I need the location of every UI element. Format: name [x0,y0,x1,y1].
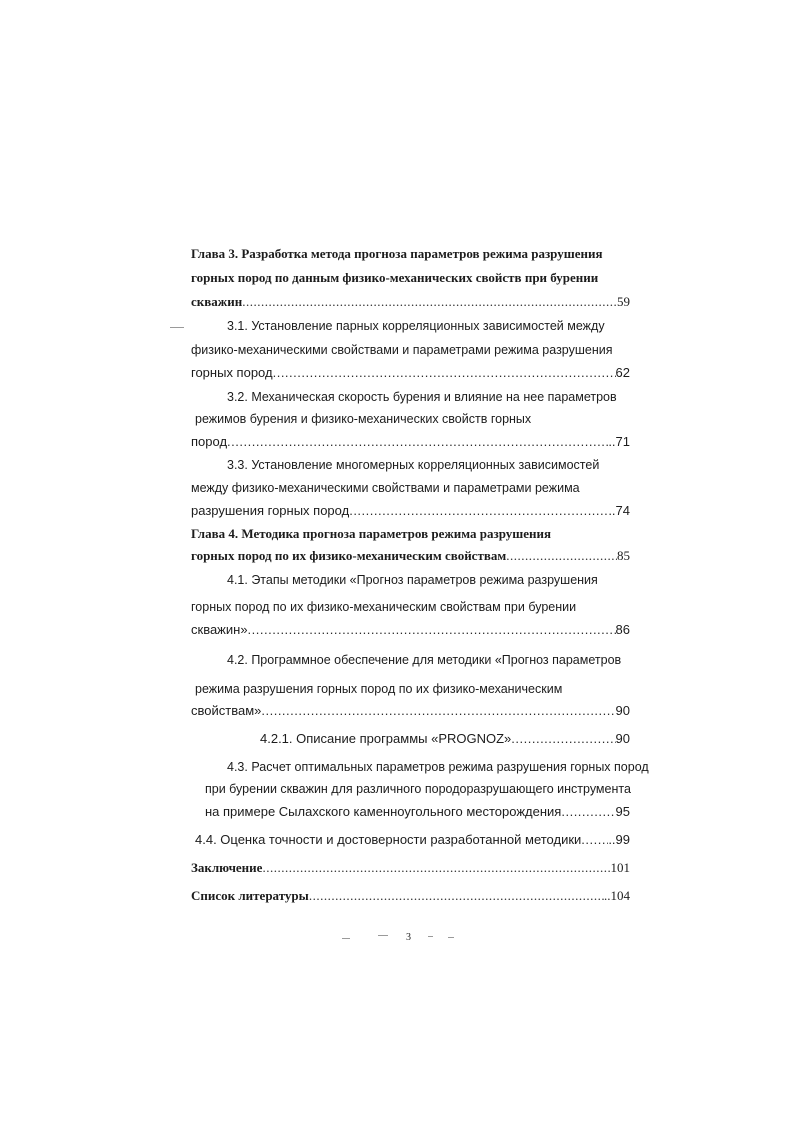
page-number: 3 [406,932,411,943]
toc-conclusion-title: Заключение [191,860,263,875]
toc-section-4-2-line1: 4.2. Программное обеспечение для методики «Прогноз параметров [227,653,622,667]
toc-section-3-1-line1: 3.1. Установление парных корреляционных зависимостей между [227,319,605,333]
toc-section-4-4-title: 4.4. Оценка точности и достоверности разработанной методики [195,832,582,847]
toc-leader-dots [227,434,608,450]
toc-section-4-2-line2: режима разрушения горных пород по их физико-механическим [195,682,563,696]
toc-chapter4-entry[interactable] [191,548,630,564]
toc-chapter3-entry[interactable] [191,294,630,310]
toc-literature-entry[interactable] [191,888,630,904]
toc-page-number: 90 [615,731,630,746]
toc-leader-dots [248,622,616,638]
toc-page-number: 101 [610,860,630,875]
toc-conclusion-entry[interactable] [191,860,630,876]
toc-page-number: ..104 [604,888,630,903]
toc-section-4-2-line3: свойствам» [191,703,262,718]
toc-section-4-3-line2: при бурении скважин для различного породоразрушающего инструмента [205,782,631,796]
toc-section-4-2-entry[interactable] [191,703,630,719]
toc-leader-dots [242,294,617,310]
toc-leader-dots [309,888,604,904]
toc-leader-dots [581,832,608,848]
toc-section-3-1-line3: горных пород [191,365,273,380]
toc-section-4-1-line1: 4.1. Этапы методики «Прогноз параметров режима разрушения [227,573,598,587]
toc-section-3-2-line1: 3.2. Механическая скорость бурения и влияние на нее параметров [227,390,617,404]
toc-page-number: 62 [615,365,630,380]
toc-section-3-2-line2: режимов бурения и физико-механических свойств горных [195,412,532,426]
toc-section-3-3-line1: 3.3. Установление многомерных корреляционных зависимостей [227,458,600,472]
scan-speck [170,327,184,328]
toc-leader-dots [349,503,608,519]
toc-page-number: 85 [617,548,630,563]
toc-section-3-2-entry[interactable] [191,434,630,450]
toc-leader-dots [261,703,615,719]
toc-page-number: 86 [615,622,630,637]
toc-page-number: ..71 [608,434,630,449]
toc-leader-dots [273,365,616,381]
toc-section-4-3-entry[interactable] [205,804,630,820]
toc-chapter3-line2: горных пород по данным физико-механических свойств при бурении [191,270,599,285]
toc-chapter3-line3: скважин [191,294,243,309]
toc-page-number: 59 [617,294,630,309]
scan-speck [378,935,388,936]
toc-chapter4-line1: Глава 4. Методика прогноза параметров режима разрушения [191,526,552,541]
toc-page-number: 95 [615,804,630,819]
toc-leader-dots [262,860,610,876]
toc-section-4-2-1-entry[interactable] [260,731,630,747]
toc-literature-title: Список литературы [191,888,309,903]
scan-speck [428,936,433,937]
toc-page-number: ..74 [608,503,630,518]
scan-speck [342,938,350,939]
toc-section-3-2-line3: пород [191,434,228,449]
toc-leader-dots [561,804,615,820]
toc-section-4-3-line3: на примере Сылахского каменноугольного месторождения [205,804,562,819]
toc-leader-dots [511,731,615,747]
toc-section-3-3-line3: разрушения горных пород [191,503,350,518]
toc-section-3-1-line2: физико-механическими свойствами и параметрами режима разрушения [191,343,613,357]
toc-section-3-3-entry[interactable] [191,503,630,519]
toc-chapter3-line1: Глава 3. Разработка метода прогноза параметров режима разрушения [191,246,603,261]
toc-section-4-4-entry[interactable] [195,832,630,848]
toc-chapter4-line2: горных пород по их физико-механическим свойствам [191,548,507,563]
toc-section-3-3-line2: между физико-механическими свойствами и параметрами режима [191,481,580,495]
scan-speck [448,937,454,938]
toc-page-number: ..99 [608,832,630,847]
toc-leader-dots [506,548,617,564]
toc-page-number: 90 [615,703,630,718]
toc-section-4-1-line3: скважин» [191,622,248,637]
toc-section-4-1-entry[interactable] [191,622,630,638]
toc-section-4-1-line2: горных пород по их физико-механическим свойствам при бурении [191,600,577,614]
toc-section-4-3-line1: 4.3. Расчет оптимальных параметров режима разрушения горных пород [227,760,649,774]
toc-section-4-2-1-title: 4.2.1. Описание программы «PROGNOZ» [260,731,512,746]
toc-section-3-1-entry[interactable] [191,365,630,381]
